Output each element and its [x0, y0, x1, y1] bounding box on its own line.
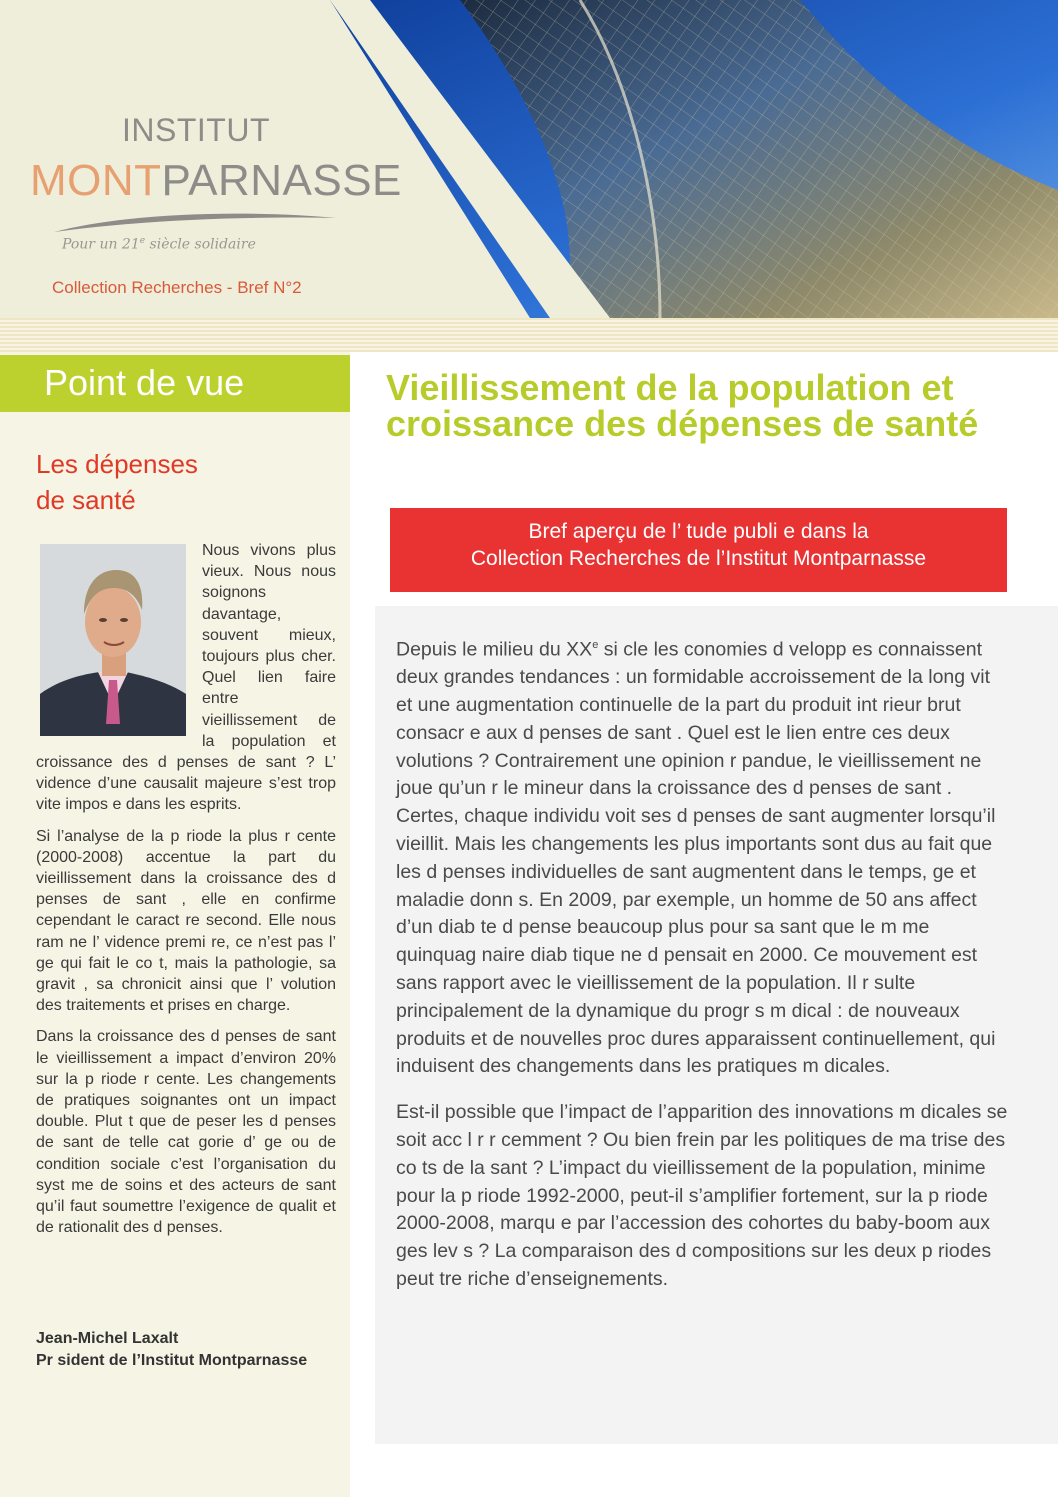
logo-parnasse-part: PARNASSE [161, 156, 402, 205]
tagline-start: Pour un 21 [62, 236, 140, 253]
collection-label: Collection Recherches - Bref N°2 [52, 278, 302, 297]
sidebar-paragraph: Si l’analyse de la p riode la plus r cente (2000-2008) accentue la part du vieillissement dans la croissance des d penses de sant , elle en confirme cependant le caract re second. Elle nous ram ne l’ vidence premi re, ce n’est pas l’ ge qui fait le co t, mais la pathologie, sa gravit , sa chronicit ainsi que l’ volution des traitements et prises en charge. [36, 827, 336, 1015]
author-portrait [40, 544, 186, 736]
banner-line1: Bref aperçu de l’ tude publi e dans la [528, 520, 869, 543]
point-de-vue-label: Point de vue [44, 362, 245, 403]
banner-text [390, 518, 1007, 572]
tagline-end: siècle solidaire [145, 236, 256, 253]
logo-montparnasse-text [30, 156, 402, 206]
sidebar-title-line1: Les dépenses [36, 449, 198, 479]
signature-role: Pr sident de l’Institut Montparnasse [36, 1352, 308, 1369]
main-title: Vieillissement de la population et croissance des dépenses de santé [386, 367, 979, 444]
p1-rest: si cle les conomies d velopp es connaissent deux grandes tendances : un formidable accroissement de la long vit et une augmentation continuelle de la part du produit int rieur brut consacr e aux d penses de sant . Quel est le lien entre ces deux volutions ? Contrairement une opinion r pandue, le vieillissement ne joue qu’un r le mineur dans la croissance des d penses de sant . Certes, chaque individu voit ses d penses de sant augmenter lorsqu’il vieillit. Mais les changements les plus importants sont dus au fait que les d penses individuelles de sant augmentent dans le temps, ge et maladie donn s. En 2009, par exemple, un homme de 50 ans affect d’un diab te d pense beaucoup plus pour sa sant que le m me quinquag naire diab tique ne d pensait en 2000. Ce mouvement est sans rapport avec le vieillissement de la population. Il r sulte principalement de la dynamique du progr s m dical : de nouveaux produits et de nouvelles proc dures apparaissent continuellement, qui induisent des changements dans les pratiques m dicales. [396, 638, 996, 1078]
p1-sup: e [592, 639, 599, 651]
stripes-divider [0, 318, 1058, 352]
logo-institut-text: INSTITUT [122, 112, 270, 148]
sidebar-signature [36, 1328, 307, 1372]
sidebar-paragraph: Dans la croissance des d penses de sant le vieillissement a impact d’environ 20% sur la p riode r cente. Les changements de pratiques soignantes ont un impact double. Plut t que de peser les d penses de sant de telle cat gorie d’ ge ou de condition sociale c’est l’organisation du syst me de soins et des acteurs de sant qu’il faut soumettre l’exigence de qualit et de rationalit des d penses. [36, 1028, 336, 1237]
sidebar-title [36, 446, 326, 518]
tagline-sup: e [139, 236, 146, 246]
main-paragraph-2: Est-il possible que l’impact de l’apparition des innovations m dicales se soit acc l r r cemment ? Ou bien frein par les politiques de ma trise des co ts de la sant ? L’impact du vieillissement de la population, minime pour la p riode 1992-2000, peut-il s’amplifier fortement, sur la p riode 2000-2008, marqu e par l’accession des cohortes du baby-boom aux ges lev s ? La comparaison des d compositions sur les deux p riodes peut tre riche d’enseignements. [396, 1101, 1008, 1291]
logo-swoosh-icon [50, 210, 340, 236]
logo-mont-part: MONT [30, 156, 162, 205]
main-body [396, 632, 1008, 1312]
sidebar-title-line2: de santé [36, 485, 136, 515]
signature-name: Jean-Michel Laxalt [36, 1330, 179, 1347]
banner-line2: Collection Recherches de l’Institut Montparnasse [470, 547, 927, 570]
sidebar-paragraph: Nous vivons plus vieux. Nous nous soignons davantage, souvent mieux, toujours plus cher. Quel lien faire entre vieillissement de la population et croissance des d penses de sant ? L’ vidence d’une causalit majeure s’est trop vite impos e dans les esprits. [36, 542, 336, 814]
main-paragraph-1 [396, 632, 1008, 1081]
logo-tagline [62, 236, 256, 253]
p1-start: Depuis le milieu du XX [396, 638, 593, 661]
building-photo [330, 0, 1058, 318]
